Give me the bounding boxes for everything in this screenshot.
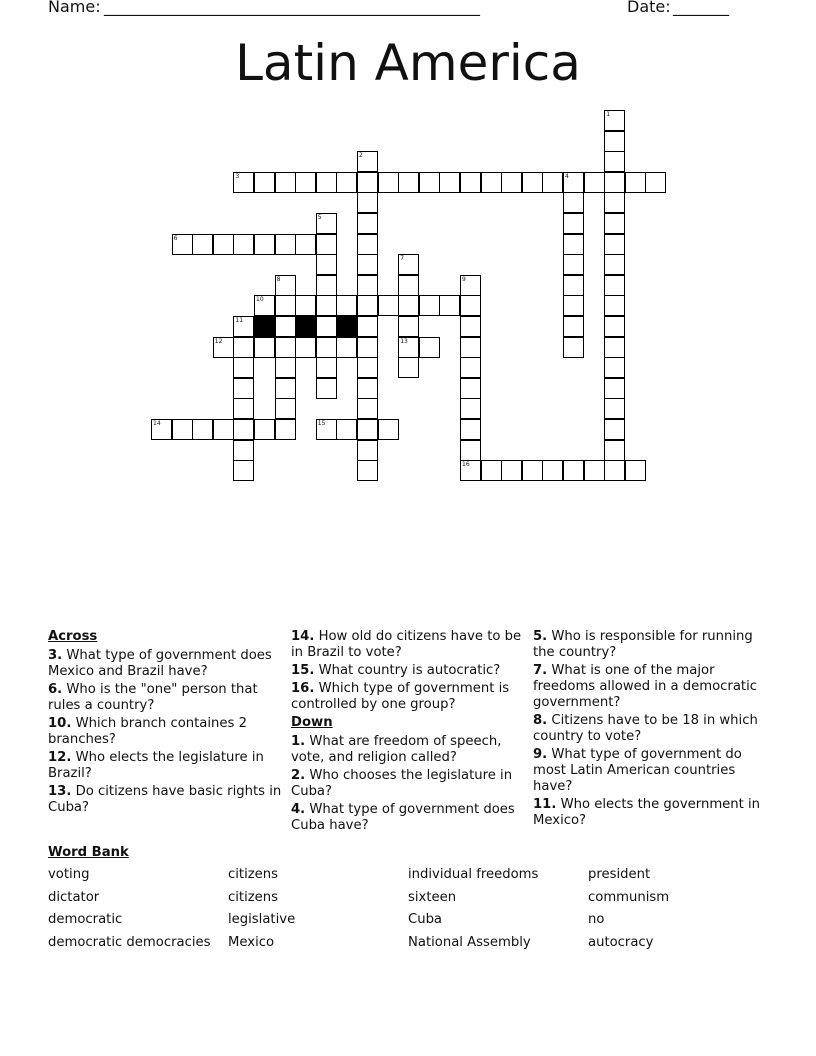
crossword-cell[interactable]	[522, 172, 543, 193]
crossword-cell[interactable]	[604, 131, 625, 152]
clue-number-5: 5	[317, 214, 322, 221]
clue-text: What type of government does Cuba have?	[291, 802, 515, 833]
crossword-cell[interactable]	[398, 172, 419, 193]
crossword-cell[interactable]	[460, 398, 481, 419]
crossword-cell[interactable]	[357, 275, 378, 296]
clues-column-3	[533, 629, 771, 831]
word-bank-item: voting	[48, 867, 90, 882]
page-title: Latin America	[235, 34, 581, 92]
crossword-cell[interactable]	[275, 398, 296, 419]
clues-column-1	[48, 629, 284, 818]
crossword-cell[interactable]	[316, 234, 337, 255]
crossword-cell[interactable]	[563, 172, 584, 193]
crossword-cell[interactable]	[357, 192, 378, 213]
crossword-cell[interactable]	[275, 316, 296, 337]
crossword-cell[interactable]	[316, 337, 337, 358]
clue-number: 3.	[48, 648, 63, 663]
crossword-black-cell	[295, 316, 316, 337]
clue-number-3: 3	[235, 172, 240, 180]
word-bank-item: no	[588, 912, 605, 928]
crossword-cell[interactable]	[316, 295, 337, 316]
crossword-cell[interactable]	[213, 337, 234, 358]
crossword-cell[interactable]	[625, 172, 646, 193]
crossword-cell[interactable]	[604, 357, 625, 378]
crossword-cell[interactable]	[584, 460, 605, 481]
crossword-cell[interactable]	[563, 234, 584, 255]
crossword-cell[interactable]	[419, 172, 440, 193]
clue-number-9: 9	[462, 275, 466, 283]
crossword-cell[interactable]	[542, 172, 563, 193]
word-bank-item: democratic democracies	[48, 935, 211, 951]
crossword-cell[interactable]	[460, 295, 481, 316]
clue-text: Which branch containes 2 branches?	[48, 716, 247, 747]
crossword-cell[interactable]	[604, 460, 625, 481]
name-label: Name:	[48, 0, 101, 16]
crossword-cell[interactable]	[604, 419, 625, 440]
crossword-cell[interactable]	[398, 275, 419, 296]
crossword-cell[interactable]	[604, 398, 625, 419]
clue-number: 4.	[291, 802, 306, 817]
crossword-cell[interactable]	[316, 357, 337, 378]
word-bank	[48, 845, 768, 958]
crossword-cell[interactable]	[233, 172, 254, 193]
clue-number: 8.	[533, 713, 548, 728]
crossword-cell[interactable]	[357, 316, 378, 337]
crossword-cell[interactable]	[460, 172, 481, 193]
clue-number-10: 10	[256, 296, 264, 304]
crossword-cell[interactable]	[357, 419, 378, 440]
crossword-cell[interactable]	[501, 460, 522, 481]
crossword-cell[interactable]	[563, 295, 584, 316]
crossword-cell[interactable]	[192, 234, 213, 255]
word-bank-item: sixteen	[408, 889, 457, 905]
crossword-cell[interactable]	[563, 316, 584, 337]
word-bank-item: citizens	[228, 889, 279, 905]
crossword-cell[interactable]	[151, 419, 172, 440]
clue-text: Who elects the legislature in Brazil?	[48, 750, 264, 781]
name-field[interactable]: _______________________________________________	[104, 0, 480, 16]
crossword-cell[interactable]	[604, 337, 625, 358]
crossword-cell[interactable]	[357, 357, 378, 378]
clue-across-14	[291, 629, 527, 661]
word-bank-list	[48, 867, 768, 958]
crossword-cell[interactable]	[233, 440, 254, 461]
crossword-cell[interactable]	[501, 172, 522, 193]
clue-down-9	[533, 747, 771, 795]
crossword-cell[interactable]	[357, 172, 378, 193]
word-bank-item: Cuba	[408, 912, 443, 928]
clue-number: 13.	[48, 784, 72, 799]
clue-text: Who elects the government in Mexico?	[533, 797, 761, 828]
word-bank-item: autocracy	[588, 935, 654, 951]
crossword-cell[interactable]	[460, 378, 481, 399]
clue-across-3	[48, 648, 284, 680]
crossword-cell[interactable]	[336, 172, 357, 193]
crossword-cell[interactable]	[584, 172, 605, 193]
crossword-cell[interactable]	[172, 419, 193, 440]
crossword-cell[interactable]	[460, 460, 481, 481]
crossword-cell[interactable]	[481, 172, 502, 193]
crossword-cell[interactable]	[295, 234, 316, 255]
clue-text: Which type of government is controlled by one group?	[291, 681, 510, 712]
crossword-cell[interactable]	[357, 151, 378, 172]
crossword-black-cell	[254, 316, 275, 337]
crossword-cell[interactable]	[357, 295, 378, 316]
clue-number: 9.	[533, 747, 548, 762]
crossword-cell[interactable]	[357, 378, 378, 399]
crossword-cell[interactable]	[625, 460, 646, 481]
clue-down-11	[533, 797, 771, 829]
crossword-cell[interactable]	[604, 275, 625, 296]
crossword-cell[interactable]	[604, 110, 625, 131]
across-heading: Across	[48, 629, 98, 644]
clue-down-2	[291, 768, 527, 800]
word-bank-item: democratic	[48, 912, 123, 928]
crossword-cell[interactable]	[336, 295, 357, 316]
clue-text: What country is autocratic?	[314, 663, 501, 678]
clue-text: Who is the "one" person that rules a country?	[48, 682, 258, 713]
crossword-cell[interactable]	[275, 172, 296, 193]
crossword-cell[interactable]	[254, 337, 275, 358]
date-label: Date:	[627, 0, 671, 16]
crossword-cell[interactable]	[460, 357, 481, 378]
crossword-cell[interactable]	[604, 213, 625, 234]
clue-number: 16.	[291, 681, 315, 696]
crossword-cell[interactable]	[316, 378, 337, 399]
clue-number-16: 16	[462, 461, 470, 469]
crossword-cell[interactable]	[563, 254, 584, 275]
crossword-cell[interactable]	[378, 172, 399, 193]
crossword-cell[interactable]	[604, 234, 625, 255]
crossword-cell[interactable]	[233, 460, 254, 481]
clue-number-14: 14	[153, 420, 161, 427]
crossword-cell[interactable]	[604, 151, 625, 172]
crossword-cell[interactable]	[439, 172, 460, 193]
clue-text: What is one of the major freedoms allowed in a democratic government?	[533, 663, 758, 710]
crossword-cell[interactable]	[604, 440, 625, 461]
clue-text: Do citizens have basic rights in Cuba?	[48, 784, 282, 815]
crossword-cell[interactable]	[295, 172, 316, 193]
crossword-cell[interactable]	[563, 337, 584, 358]
clue-text: What type of government do most Latin American countries have?	[533, 747, 742, 794]
clue-number-7: 7	[400, 255, 405, 263]
clue-text: What are freedom of speech, vote, and religion called?	[291, 734, 502, 765]
clue-across-16	[291, 681, 527, 713]
word-bank-item: individual freedoms	[408, 867, 539, 882]
clue-number: 11.	[533, 797, 557, 812]
clue-across-13	[48, 784, 284, 816]
clue-text: Who chooses the legislature in Cuba?	[291, 768, 513, 799]
crossword-cell[interactable]	[439, 295, 460, 316]
clue-number: 12.	[48, 750, 72, 765]
crossword-cell[interactable]	[254, 419, 275, 440]
clue-number-13: 13	[400, 337, 408, 345]
word-bank-item: dictator	[48, 889, 100, 905]
crossword-cell[interactable]	[254, 234, 275, 255]
clue-number-12: 12	[214, 337, 223, 345]
crossword-cell[interactable]	[460, 337, 481, 358]
clue-across-15	[291, 663, 527, 679]
word-bank-item: citizens	[228, 867, 279, 882]
crossword-cell[interactable]	[604, 254, 625, 275]
clue-text: How old do citizens have to be in Brazil to vote?	[291, 629, 522, 660]
clue-number: 6.	[48, 682, 63, 697]
crossword-cell[interactable]	[645, 172, 666, 193]
clue-down-1	[291, 734, 527, 766]
crossword-cell[interactable]	[213, 234, 234, 255]
clue-number-8: 8	[276, 275, 281, 283]
crossword-cell[interactable]	[604, 378, 625, 399]
clue-number-4: 4	[565, 172, 569, 180]
crossword-cell[interactable]	[275, 419, 296, 440]
crossword-black-cell	[336, 316, 357, 337]
crossword-cell[interactable]	[398, 337, 419, 358]
crossword-cell[interactable]	[357, 337, 378, 358]
crossword-cell[interactable]	[419, 337, 440, 358]
clue-down-7	[533, 663, 771, 711]
crossword-cell[interactable]	[275, 357, 296, 378]
clue-number: 14.	[291, 629, 315, 644]
crossword-cell[interactable]	[275, 337, 296, 358]
word-bank-item: legislative	[228, 912, 296, 928]
crossword-cell[interactable]	[295, 337, 316, 358]
crossword-cell[interactable]	[357, 213, 378, 234]
clue-number: 1.	[291, 734, 306, 749]
crossword-cell[interactable]	[460, 440, 481, 461]
crossword-cell[interactable]	[604, 172, 625, 193]
crossword-cell[interactable]	[192, 419, 213, 440]
crossword-cell[interactable]	[481, 460, 502, 481]
crossword-cell[interactable]	[357, 460, 378, 481]
clue-across-6	[48, 682, 284, 714]
crossword-cell[interactable]	[563, 275, 584, 296]
crossword-cell[interactable]	[275, 275, 296, 296]
clue-number: 15.	[291, 663, 315, 678]
crossword-cell[interactable]	[233, 419, 254, 440]
word-bank-item: Mexico	[228, 935, 275, 951]
crossword-cell[interactable]	[357, 398, 378, 419]
crossword-cell[interactable]	[233, 398, 254, 419]
crossword-cell[interactable]	[460, 316, 481, 337]
clue-text: Citizens have to be 18 in which country to vote?	[533, 713, 758, 744]
clue-number: 2.	[291, 768, 306, 783]
crossword-cell[interactable]	[563, 192, 584, 213]
down-heading: Down	[291, 715, 333, 730]
crossword-cell[interactable]	[460, 275, 481, 296]
crossword-cell[interactable]	[357, 254, 378, 275]
clue-down-8	[533, 713, 771, 745]
word-bank-item: president	[588, 867, 651, 882]
word-bank-heading: Word Bank	[48, 845, 129, 860]
crossword-cell[interactable]	[563, 460, 584, 481]
crossword-cell[interactable]	[336, 337, 357, 358]
crossword-cell[interactable]	[522, 460, 543, 481]
crossword-cell[interactable]	[398, 254, 419, 275]
clue-text: What type of government does Mexico and Brazil have?	[48, 648, 272, 679]
crossword-cell[interactable]	[316, 419, 337, 440]
crossword-cell[interactable]	[233, 337, 254, 358]
crossword-cell[interactable]	[604, 192, 625, 213]
crossword-cell[interactable]	[233, 378, 254, 399]
crossword-cell[interactable]	[378, 295, 399, 316]
crossword-cell[interactable]	[460, 419, 481, 440]
clue-across-10	[48, 716, 284, 748]
crossword-cell[interactable]	[316, 254, 337, 275]
crossword-cell[interactable]	[336, 419, 357, 440]
clue-number-15: 15	[317, 420, 326, 427]
crossword-cell[interactable]	[398, 295, 419, 316]
clue-number-2: 2	[359, 152, 363, 160]
crossword-cell[interactable]	[357, 234, 378, 255]
crossword-cell[interactable]	[275, 378, 296, 399]
clue-number-6: 6	[173, 234, 178, 242]
crossword-cell[interactable]	[398, 357, 419, 378]
crossword-cell[interactable]	[233, 234, 254, 255]
crossword-cell[interactable]	[563, 213, 584, 234]
crossword-cell[interactable]	[542, 460, 563, 481]
clue-number: 5.	[533, 629, 548, 644]
crossword-cell[interactable]	[378, 419, 399, 440]
crossword-cell[interactable]	[316, 213, 337, 234]
crossword-cell[interactable]	[233, 357, 254, 378]
crossword-cell[interactable]	[419, 295, 440, 316]
crossword-cell[interactable]	[316, 172, 337, 193]
crossword-cell[interactable]	[295, 295, 316, 316]
date-field[interactable]: _______	[673, 0, 729, 16]
crossword-cell[interactable]	[398, 316, 419, 337]
crossword-cell[interactable]	[357, 440, 378, 461]
crossword-cell[interactable]	[254, 295, 275, 316]
crossword-cell[interactable]	[604, 295, 625, 316]
crossword-cell[interactable]	[316, 275, 337, 296]
crossword-cell[interactable]	[275, 234, 296, 255]
clues-column-2	[291, 629, 527, 836]
crossword-cell[interactable]	[604, 316, 625, 337]
clue-number-1: 1	[606, 111, 611, 118]
crossword-cell[interactable]	[233, 316, 254, 337]
crossword-cell[interactable]	[316, 316, 337, 337]
clue-down-5	[533, 629, 771, 661]
clue-across-12	[48, 750, 284, 782]
crossword-cell[interactable]	[275, 295, 296, 316]
clue-number: 7.	[533, 663, 548, 678]
clue-text: Who is responsible for running the country?	[533, 629, 753, 660]
clue-number: 10.	[48, 716, 72, 731]
clue-down-4	[291, 802, 527, 834]
crossword-cell[interactable]	[172, 234, 193, 255]
crossword-cell[interactable]	[254, 172, 275, 193]
word-bank-item: National Assembly	[408, 935, 531, 951]
clue-number-11: 11	[235, 317, 244, 324]
word-bank-item: communism	[588, 889, 670, 905]
crossword-cell[interactable]	[213, 419, 234, 440]
